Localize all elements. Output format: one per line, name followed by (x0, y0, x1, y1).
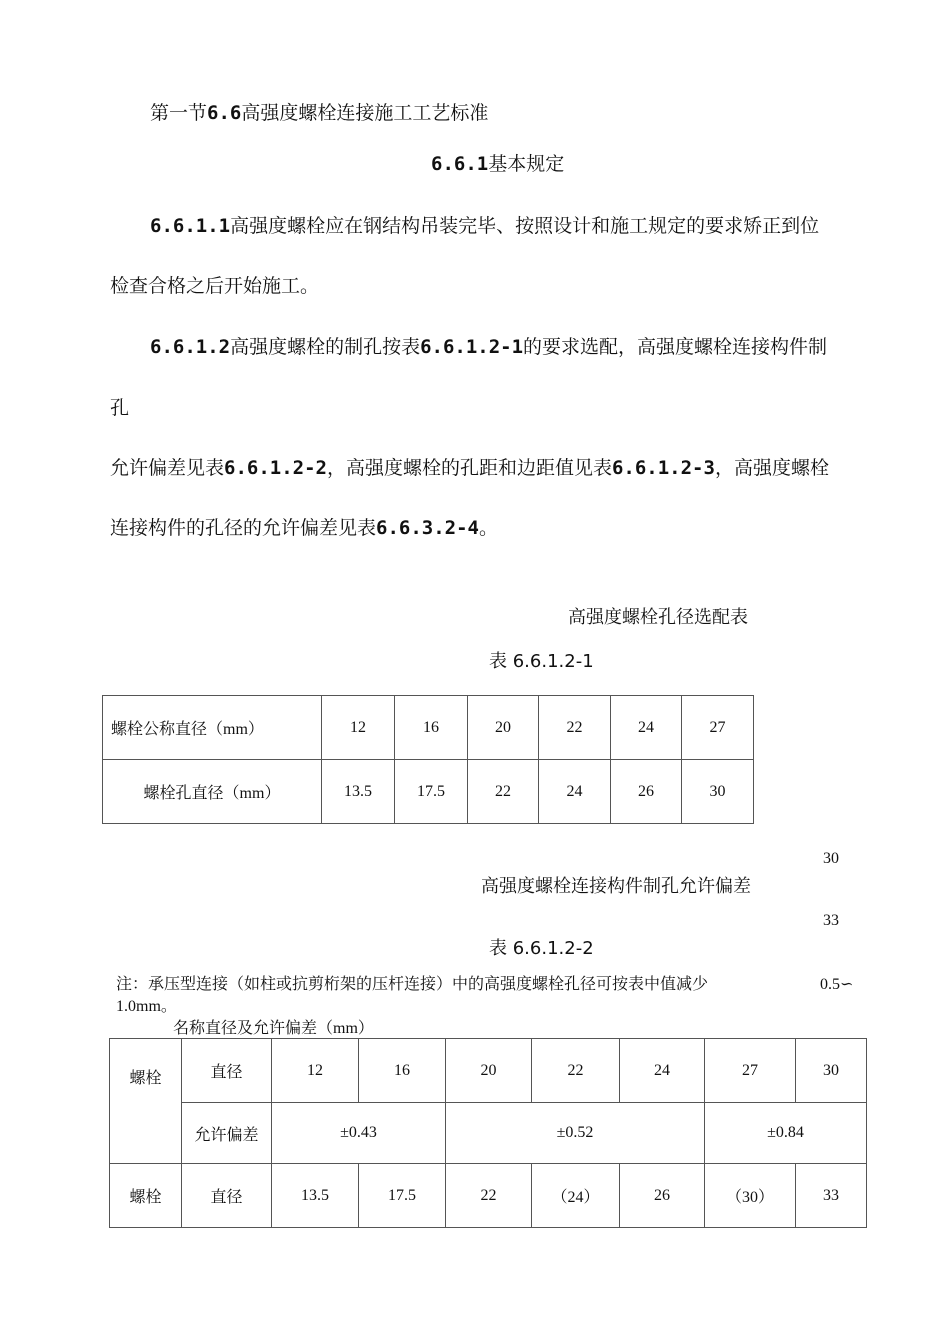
table-cell: 26 (611, 760, 682, 824)
table-cell: 24 (539, 760, 611, 824)
para2-line3: 允许偏差见表6.6.1.2-2，高强度螺栓的孔距和边距值见表6.6.1.2-3，高强度螺栓 (110, 457, 829, 479)
table-cell: 20 (468, 696, 539, 760)
table1-title: 高强度螺栓孔径选配表 (568, 607, 748, 628)
bolt-hole-tolerance-table (109, 1038, 867, 1228)
table-cell: 12 (322, 696, 395, 760)
table-cell: 27 (705, 1039, 796, 1103)
table-cell: 12 (272, 1039, 359, 1103)
table-cell: 16 (395, 696, 468, 760)
table-cell: （24） (532, 1164, 620, 1228)
table-cell: 33 (796, 1164, 867, 1228)
float-number-33: 33 (823, 912, 839, 929)
table-cell: 20 (446, 1039, 532, 1103)
row-label: 螺栓公称直径（mm） (103, 696, 322, 760)
table-cell: 13.5 (272, 1164, 359, 1228)
table-cell: 30 (682, 760, 754, 824)
para2-line2: 孔 (110, 397, 130, 419)
table-cell: 24 (611, 696, 682, 760)
table1-caption: 表 6.6.1.2-1 (489, 651, 594, 672)
table-cell: 22 (539, 696, 611, 760)
table2-note-line2: 1.0mm。 (116, 998, 177, 1015)
sub-label: 直径 (182, 1039, 272, 1103)
table-cell: 22 (468, 760, 539, 824)
table-cell: 22 (446, 1164, 532, 1228)
para1-line2: 检查合格之后开始施工。 (110, 275, 320, 297)
para1-line1: 6.6.1.1高强度螺栓应在钢结构吊装完毕、按照设计和施工规定的要求矫正到位 (150, 215, 820, 237)
sub-label: 直径 (182, 1164, 272, 1228)
table-row (110, 1103, 867, 1164)
table2-header-label: 名称直径及允许偏差（mm） (173, 1020, 374, 1037)
para2-line4: 连接构件的孔径的允许偏差见表6.6.3.2-4。 (110, 517, 498, 539)
table-cell: ±0.84 (705, 1103, 867, 1164)
table-cell: 13.5 (322, 760, 395, 824)
section-title: 第一节6.6高强度螺栓连接施工工艺标准 (150, 102, 489, 124)
group-label: 螺栓 (110, 1039, 182, 1164)
table-row (110, 1164, 867, 1228)
table2-caption: 表 6.6.1.2-2 (489, 938, 594, 959)
table2-note-range: 0.5∽ (820, 976, 854, 993)
table-row (110, 1039, 867, 1103)
table-cell: 24 (620, 1039, 705, 1103)
row-label: 螺栓孔直径（mm） (103, 760, 322, 824)
table-cell: ±0.52 (446, 1103, 705, 1164)
table-cell: 27 (682, 696, 754, 760)
table2-title: 高强度螺栓连接构件制孔允许偏差 (481, 876, 751, 897)
table-cell: 17.5 (395, 760, 468, 824)
table-cell: ±0.43 (272, 1103, 446, 1164)
table-row (103, 760, 754, 824)
sub-label: 允许偏差 (182, 1103, 272, 1164)
table-cell: 22 (532, 1039, 620, 1103)
table-cell: 17.5 (359, 1164, 446, 1228)
subsection-title: 6.6.1基本规定 (431, 153, 565, 175)
table-cell: 26 (620, 1164, 705, 1228)
table-row (103, 696, 754, 760)
table-cell: （30） (705, 1164, 796, 1228)
float-number-30: 30 (823, 850, 839, 867)
table-cell: 30 (796, 1039, 867, 1103)
table-cell: 16 (359, 1039, 446, 1103)
bolt-hole-selection-table (102, 695, 754, 824)
group-label: 螺栓 (110, 1164, 182, 1228)
table2-note: 注：承压型连接（如柱或抗剪桁架的压杆连接）中的高强度螺栓孔径可按表中值减少 (116, 976, 709, 993)
para2-line1: 6.6.1.2高强度螺栓的制孔按表6.6.1.2-1的要求选配，高强度螺栓连接构件制 (150, 336, 828, 358)
